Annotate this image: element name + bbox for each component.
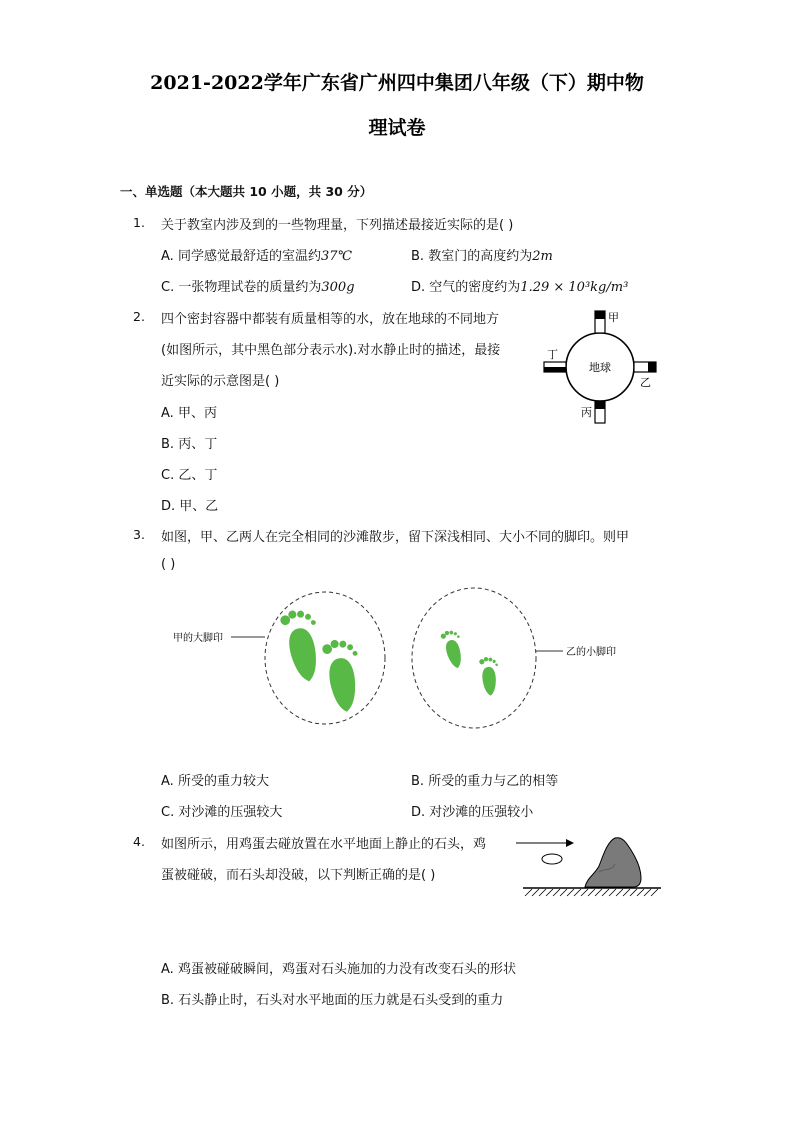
option-label: D. bbox=[411, 805, 426, 820]
option-text: 所受的重力较大 bbox=[177, 774, 269, 789]
option-label: A. bbox=[161, 249, 174, 264]
option-label: C. bbox=[161, 468, 175, 483]
option-text: 石头静止时，石头对水平地面的压力就是石头受到的重力 bbox=[178, 993, 504, 1008]
question-1-option-d[interactable] bbox=[411, 276, 628, 295]
option-label: D. bbox=[161, 499, 176, 514]
page-title-line-1: 2021-2022学年广东省广州四中集团八年级（下）期中物 bbox=[150, 72, 644, 94]
question-1-option-b[interactable] bbox=[411, 245, 553, 264]
ground-hatching bbox=[525, 889, 658, 896]
small-footprint-label: 乙的小脚印 bbox=[566, 647, 616, 658]
option-text: 鸡蛋被碰破瞬间，鸡蛋对石头施加的力没有改变石头的形状 bbox=[177, 962, 516, 977]
question-1-number: 1. bbox=[133, 215, 145, 230]
earth-label: 地球 bbox=[589, 361, 611, 374]
option-label: C. bbox=[161, 280, 175, 295]
footprints-figure bbox=[165, 585, 635, 735]
option-label: B. bbox=[411, 249, 425, 264]
option-label: A. bbox=[161, 406, 174, 421]
option-math: 1.29 × 10³kg/m³ bbox=[520, 280, 629, 295]
page-title-line-2: 理试卷 bbox=[368, 117, 426, 139]
question-3-number: 3. bbox=[133, 527, 145, 542]
option-label: A. bbox=[161, 774, 174, 789]
small-footprint-right bbox=[479, 656, 501, 696]
question-4-option-b[interactable] bbox=[161, 989, 503, 1008]
earth-containers-figure bbox=[535, 308, 670, 428]
option-math: 37℃ bbox=[320, 249, 353, 264]
question-1-option-c[interactable] bbox=[161, 276, 355, 295]
container-left bbox=[544, 362, 566, 372]
large-footprint-label: 甲的大脚印 bbox=[173, 633, 223, 644]
option-text: 对沙滩的压强较大 bbox=[178, 805, 283, 820]
question-2-option-d[interactable] bbox=[161, 495, 218, 514]
question-3-text-line-1: 如图，甲、乙两人在完全相同的沙滩散步，留下深浅相同、大小不同的脚印。则甲 bbox=[161, 530, 630, 545]
question-2-text-line-3: 近实际的示意图是( ) bbox=[161, 374, 280, 389]
container-top bbox=[595, 311, 605, 333]
container-right bbox=[634, 362, 656, 372]
large-footprint-right bbox=[321, 637, 365, 714]
question-3-option-c[interactable] bbox=[161, 801, 282, 820]
container-bottom-label: 丙 bbox=[581, 406, 592, 419]
option-label: A. bbox=[161, 962, 174, 977]
option-text: 乙、丁 bbox=[178, 468, 218, 483]
option-label: B. bbox=[161, 993, 175, 1008]
question-4-number: 4. bbox=[133, 834, 145, 849]
option-text: 丙、丁 bbox=[178, 437, 218, 452]
option-text: 甲、乙 bbox=[179, 499, 219, 514]
section-heading: 一、单选题（本大题共 10 小题，共 30 分） bbox=[120, 184, 373, 199]
option-label: C. bbox=[161, 805, 175, 820]
question-4-text-line-2: 蛋被碰破，而石头却没破，以下判断正确的是( ) bbox=[161, 868, 436, 883]
question-1-option-a[interactable] bbox=[161, 245, 352, 264]
question-3-option-d[interactable] bbox=[411, 801, 533, 820]
option-text: 空气的密度约为 bbox=[429, 280, 521, 295]
large-footprint-left bbox=[279, 606, 328, 684]
egg-shape bbox=[542, 854, 562, 864]
option-text: 所受的重力与乙的相等 bbox=[428, 774, 559, 789]
question-2-option-c[interactable] bbox=[161, 464, 217, 483]
question-2-option-b[interactable] bbox=[161, 433, 217, 452]
small-footprint-left bbox=[440, 628, 468, 670]
question-2-text-line-2: (如图所示，其中黑色部分表示水).对水静止时的描述，最接 bbox=[161, 343, 501, 358]
option-label: B. bbox=[411, 774, 425, 789]
question-3-option-b[interactable] bbox=[411, 770, 558, 789]
option-label: D. bbox=[411, 280, 426, 295]
question-2-text-line-1: 四个密封容器中都装有质量相等的水，放在地球的不同地方 bbox=[161, 312, 500, 327]
container-bottom bbox=[595, 401, 605, 423]
container-right-label: 乙 bbox=[640, 376, 651, 389]
egg-stone-figure bbox=[515, 832, 665, 904]
option-math: 300g bbox=[321, 280, 355, 295]
option-text: 一张物理试卷的质量约为 bbox=[178, 280, 322, 295]
large-footprint-circle bbox=[265, 592, 385, 724]
question-3-option-a[interactable] bbox=[161, 770, 269, 789]
option-label: B. bbox=[161, 437, 175, 452]
small-footprint-circle bbox=[412, 588, 536, 728]
option-text: 甲、丙 bbox=[177, 406, 217, 421]
question-3-text-line-2: ( ) bbox=[161, 557, 176, 572]
container-left-label: 丁 bbox=[547, 348, 558, 361]
container-top-label: 甲 bbox=[608, 311, 619, 324]
question-1-text: 关于教室内涉及到的一些物理量，下列描述最接近实际的是( ) bbox=[161, 218, 514, 233]
stone-shape bbox=[585, 838, 641, 887]
question-4-option-a[interactable] bbox=[161, 958, 516, 977]
option-text: 同学感觉最舒适的室温约 bbox=[177, 249, 321, 264]
option-text: 对沙滩的压强较小 bbox=[429, 805, 534, 820]
question-4-text-line-1: 如图所示，用鸡蛋去碰放置在水平地面上静止的石头，鸡 bbox=[161, 837, 487, 852]
option-math: 2m bbox=[532, 249, 553, 264]
question-2-number: 2. bbox=[133, 309, 145, 324]
question-2-option-a[interactable] bbox=[161, 402, 217, 421]
option-text: 教室门的高度约为 bbox=[428, 249, 533, 264]
